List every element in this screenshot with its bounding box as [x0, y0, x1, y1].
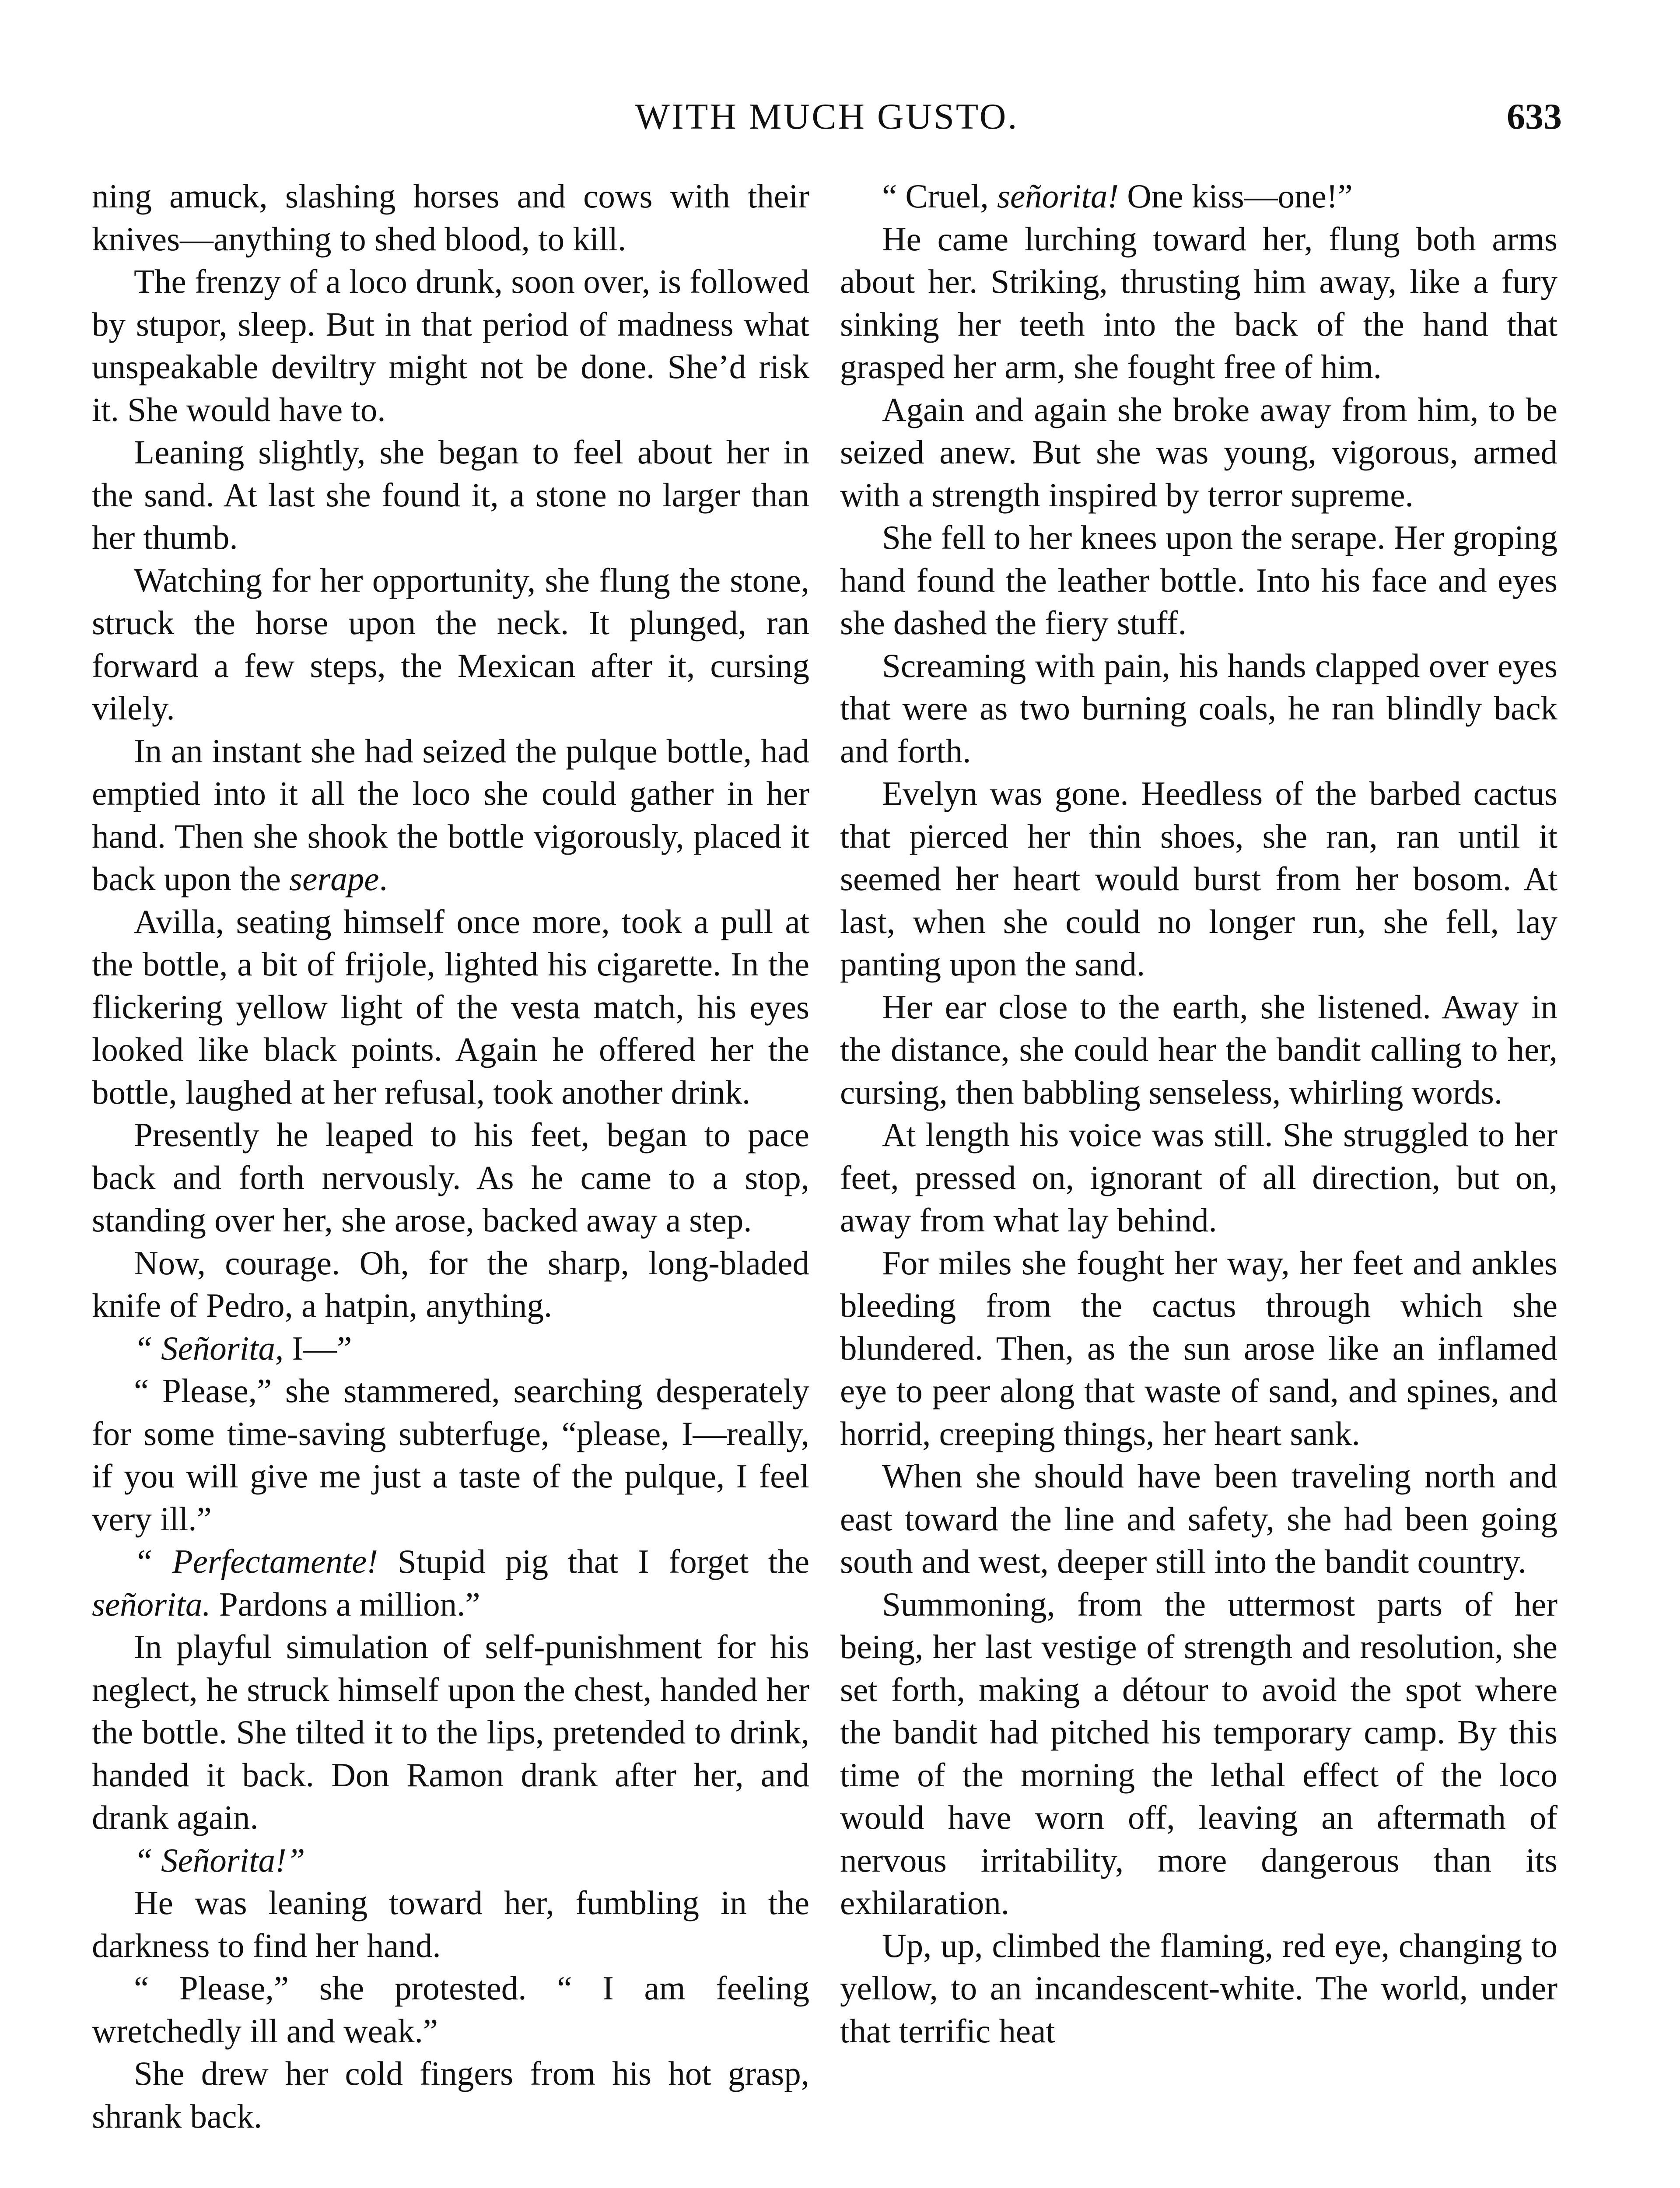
paragraph-text: At length his voice was still. She struggled to her feet, pressed on, ignorant of all direction, but on, away from what lay behind.: [840, 1116, 1558, 1239]
paragraph: [840, 516, 1558, 645]
italic-text: señorita!: [997, 177, 1119, 215]
paragraph: [840, 175, 1558, 218]
paragraph: [840, 218, 1558, 389]
paragraph-text: One kiss—one!”: [1119, 177, 1353, 215]
paragraph-text: ning amuck, slashing horses and cows with their knives—anything to shed blood, to kill.: [92, 177, 809, 258]
running-title: WITH MUCH GUSTO.: [635, 96, 1019, 137]
paragraph-text: She drew her cold fingers from his hot grasp, shrank back.: [92, 2055, 809, 2135]
paragraph-text: Watching for her opportunity, she flung the stone, struck the horse upon the neck. It plunged, ran forward a few steps, the Mexican after it, cursing vilely.: [92, 561, 809, 727]
italic-text: “ Perfectamente!: [134, 1543, 378, 1580]
paragraph: [92, 730, 809, 901]
italic-text: serape: [289, 860, 379, 898]
italic-text: “ Señorita,: [134, 1329, 284, 1367]
paragraph-text: In playful simulation of self-punishment for his neglect, he struck himself upon the chest, handed her the bottle. She tilted it to the lips, pretended to drink, handed it back. Don Ramon drank after her, and drank again.: [92, 1628, 809, 1836]
left-text-column: [92, 175, 809, 2138]
paragraph-text: Up, up, climbed the flaming, red eye, changing to yellow, to an incandescent-white. The world, under that terrific heat: [840, 1926, 1558, 2050]
paragraph: [840, 389, 1558, 517]
paragraph: [840, 645, 1558, 773]
paragraph: [840, 1583, 1558, 1925]
italic-text: “ Señorita!”: [134, 1841, 305, 1879]
paragraph-text: Presently he leaped to his feet, began to pace back and forth nervously. As he came to a stop, standing over her, she arose, backed away a step.: [92, 1116, 809, 1239]
paragraph: [840, 772, 1558, 986]
right-text-column: [840, 175, 1558, 2052]
paragraph: [92, 1327, 809, 1370]
paragraph: [92, 1540, 809, 1626]
paragraph-text: Avilla, seating himself once more, took a pull at the bottle, a bit of frijole, lighted his cigarette. In the flickering yellow light of the vesta match, his eyes looked like black points. Again he offered her the bottle, laughed at her refusal, took another drink.: [92, 902, 809, 1111]
paragraph: [92, 2052, 809, 2138]
paragraph-text: Evelyn was gone. Heedless of the barbed cactus that pierced her thin shoes, she ran, ran until it seemed her heart would burst from her bosom. At last, when she could no longer run, she fell, lay panting upon the sand.: [840, 775, 1558, 983]
paragraph-text: Her ear close to the earth, she listened. Away in the distance, she could hear the bandit calling to her, cursing, then babbling senseless, whirling words.: [840, 988, 1558, 1111]
paragraph: [92, 260, 809, 431]
paragraph: [92, 559, 809, 730]
paragraph: [92, 901, 809, 1114]
paragraph: [92, 1114, 809, 1242]
paragraph: [92, 431, 809, 559]
paragraph-text: .: [379, 860, 388, 898]
paragraph-text: Stupid pig that I forget the: [378, 1543, 809, 1580]
paragraph-text: I—”: [284, 1329, 352, 1367]
page-number: 633: [1507, 96, 1562, 137]
paragraph-text: Screaming with pain, his hands clapped over eyes that were as two burning coals, he ran blindly back and forth.: [840, 646, 1558, 770]
paragraph: [840, 1925, 1558, 2053]
paragraph: [92, 1370, 809, 1540]
paragraph: [92, 1967, 809, 2052]
paragraph-text: He was leaning toward her, fumbling in the darkness to find her hand.: [92, 1884, 809, 1964]
paragraph-text: For miles she fought her way, her feet and ankles bleeding from the cactus through which she blundered. Then, as the sun arose like an inflamed eye to peer along that waste of sand, and spines, and horrid, creeping things, her heart sank.: [840, 1244, 1558, 1452]
paragraph: [840, 1455, 1558, 1583]
paragraph-text: Now, courage. Oh, for the sharp, long-bladed knife of Pedro, a hatpin, anything.: [92, 1244, 809, 1324]
paragraph-text: In an instant she had seized the pulque bottle, had emptied into it all the loco she could gather in her hand. Then she shook the bottle vigorously, placed it back upon the: [92, 732, 809, 898]
paragraph-text: When she should have been traveling north and east toward the line and safety, she had been going south and west, deeper still into the bandit country.: [840, 1457, 1558, 1580]
page-header: [92, 93, 1562, 141]
paragraph: [840, 1242, 1558, 1455]
paragraph: [92, 1626, 809, 1839]
paragraph-text: She fell to her knees upon the serape. Her groping hand found the leather bottle. Into his face and eyes she dashed the fiery stuff.: [840, 519, 1558, 642]
paragraph: [840, 1114, 1558, 1242]
paragraph-text: Again and again she broke away from him, to be seized anew. But she was young, vigorous, armed with a strength inspired by terror supreme.: [840, 390, 1558, 514]
paragraph: [92, 175, 809, 260]
paragraph: [840, 986, 1558, 1114]
paragraph-text: He came lurching toward her, flung both arms about her. Striking, thrusting him away, like a fury sinking her teeth into the back of the hand that grasped her arm, she fought free of him.: [840, 220, 1558, 386]
paragraph-text: “ Cruel,: [882, 177, 997, 215]
italic-text: señorita.: [92, 1585, 211, 1623]
paragraph: [92, 1882, 809, 1967]
paragraph-text: Leaning slightly, she began to feel about her in the sand. At last she found it, a stone no larger than her thumb.: [92, 433, 809, 556]
paragraph-text: “ Please,” she protested. “ I am feeling wretchedly ill and weak.”: [92, 1969, 809, 2050]
paragraph-text: “ Please,” she stammered, searching desperately for some time-saving subterfuge, “please, I—really, if you will give me just a taste of the pulque, I feel very ill.”: [92, 1372, 809, 1538]
paragraph-text: Pardons a million.”: [210, 1585, 480, 1623]
paragraph-text: Summoning, from the uttermost parts of her being, her last vestige of strength and resolution, she set forth, making a détour to avoid the spot where the bandit had pitched his temporary camp. By this time of the morning the lethal effect of the loco would have worn off, leaving an aftermath of nervous irritability, more dangerous than its exhilaration.: [840, 1585, 1558, 1922]
paragraph: [92, 1242, 809, 1327]
paragraph: [92, 1839, 809, 1882]
paragraph-text: The frenzy of a loco drunk, soon over, is followed by stupor, sleep. But in that period of madness what unspeakable deviltry might not be done. She’d risk it. She would have to.: [92, 263, 809, 428]
